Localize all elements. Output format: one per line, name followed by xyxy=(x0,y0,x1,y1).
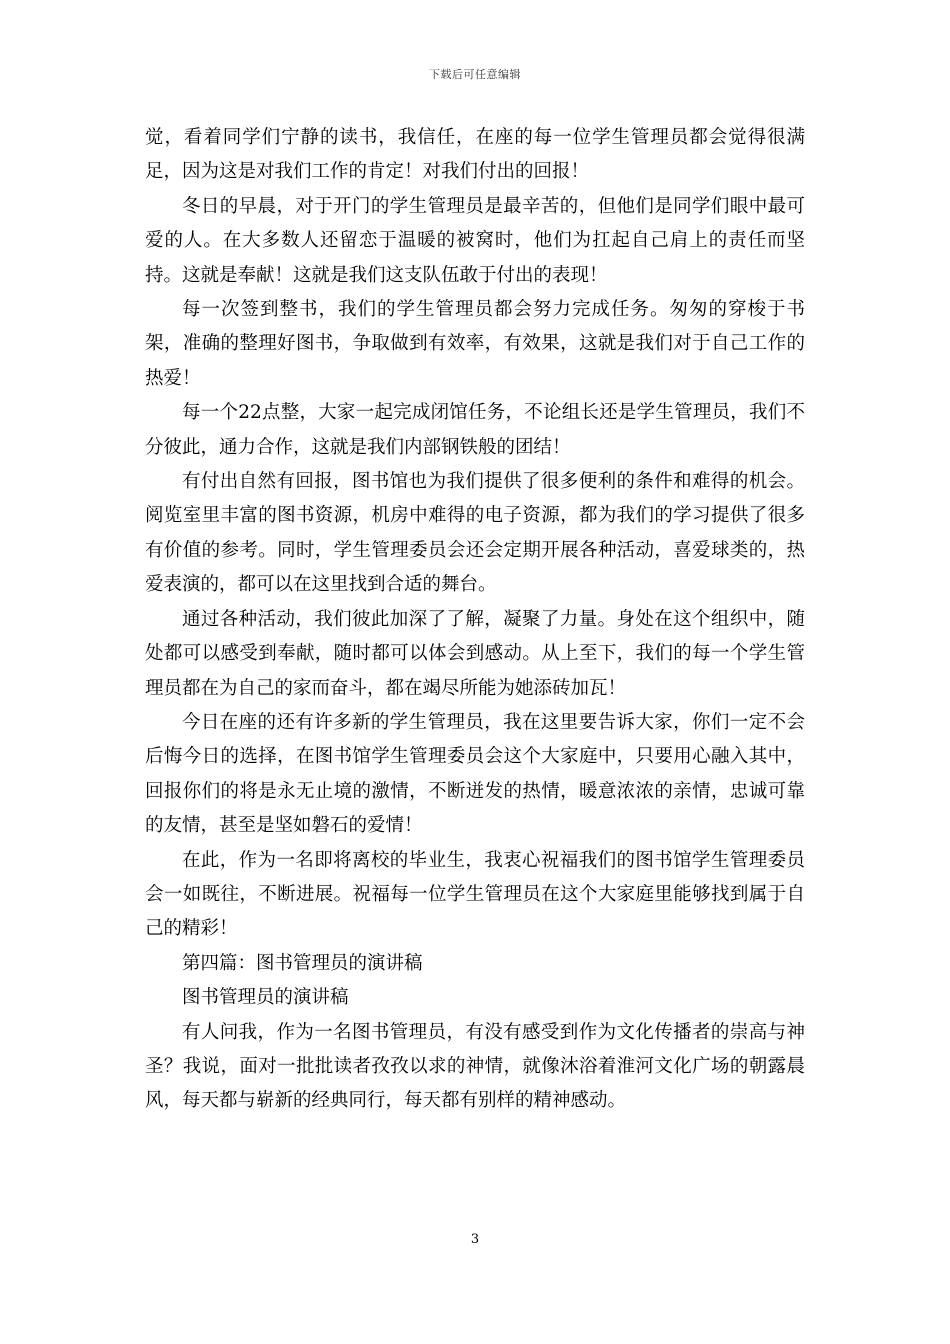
paragraph: 冬日的早晨，对于开门的学生管理员是最辛苦的，但他们是同学们眼中最可爱的人。在大多数人还留恋于温暖的被窝时，他们为扛起自己肩上的责任而坚持。这就是奉献！这就是我们这支队伍敢于付出的表现！ xyxy=(145,195,805,286)
paragraph: 有人问我，作为一名图书管理员，有没有感受到作为文化传播者的崇高与神圣？我说，面对一批批读者孜孜以求的神情，就像沐浴着淮河文化广场的朝露晨风，每天都与崭新的经典同行，每天都有别样的精神感动。 xyxy=(145,1021,805,1112)
paragraph: 有付出自然有回报，图书馆也为我们提供了很多便利的条件和难得的机会。阅览室里丰富的图书资源，机房中难得的电子资源，都为我们的学习提供了很多有价值的参考。同时，学生管理委员会还会定期开展各种活动，喜爱球类的，热爱表演的，都可以在这里找到合适的舞台。 xyxy=(145,471,805,596)
paragraph-continuation: 觉，看着同学们宁静的读书，我信任，在座的每一位学生管理员都会觉得很满足，因为这是对我们工作的肯定！对我们付出的回报！ xyxy=(145,127,805,183)
page-number: 3 xyxy=(470,1232,480,1247)
page-header: 下载后可任意编辑 xyxy=(429,68,521,81)
paragraph: 今日在座的还有许多新的学生管理员，我在这里要告诉大家，你们一定不会后悔今日的选择，在图书馆学生管理委员会这个大家庭中，只要用心融入其中，回报你们的将是永无止境的激情，不断迸发的热情，暖意浓浓的亲情，忠诚可靠的友情，甚至是坚如磐石的爱情！ xyxy=(145,711,805,837)
document-body xyxy=(145,121,805,1119)
section-heading: 第四篇：图书管理员的演讲稿 xyxy=(182,952,423,974)
paragraph: 每一个22点整，大家一起完成闭馆任务，不论组长还是学生管理员，我们不分彼此，通力合作，这就是我们内部钢铁般的团结！ xyxy=(145,402,805,458)
paragraph: 在此，作为一名即将离校的毕业生，我衷心祝福我们的图书馆学生管理委员会一如既往，不断进展。祝福每一位学生管理员在这个大家庭里能够找到属于自己的精彩！ xyxy=(145,849,805,940)
paragraph: 通过各种活动，我们彼此加深了了解，凝聚了力量。身处在这个组织中，随处都可以感受到奉献，随时都可以体会到感动。从上至下，我们的每一个学生管理员都在为自己的家而奋斗，都在竭尽所能为她添砖加瓦！ xyxy=(145,608,805,699)
section-subheading: 图书管理员的演讲稿 xyxy=(182,987,349,1009)
paragraph: 每一次签到整书，我们的学生管理员都会努力完成任务。匆匆的穿梭于书架，准确的整理好图书，争取做到有效率，有效果，这就是我们对于自己工作的热爱！ xyxy=(145,299,805,389)
